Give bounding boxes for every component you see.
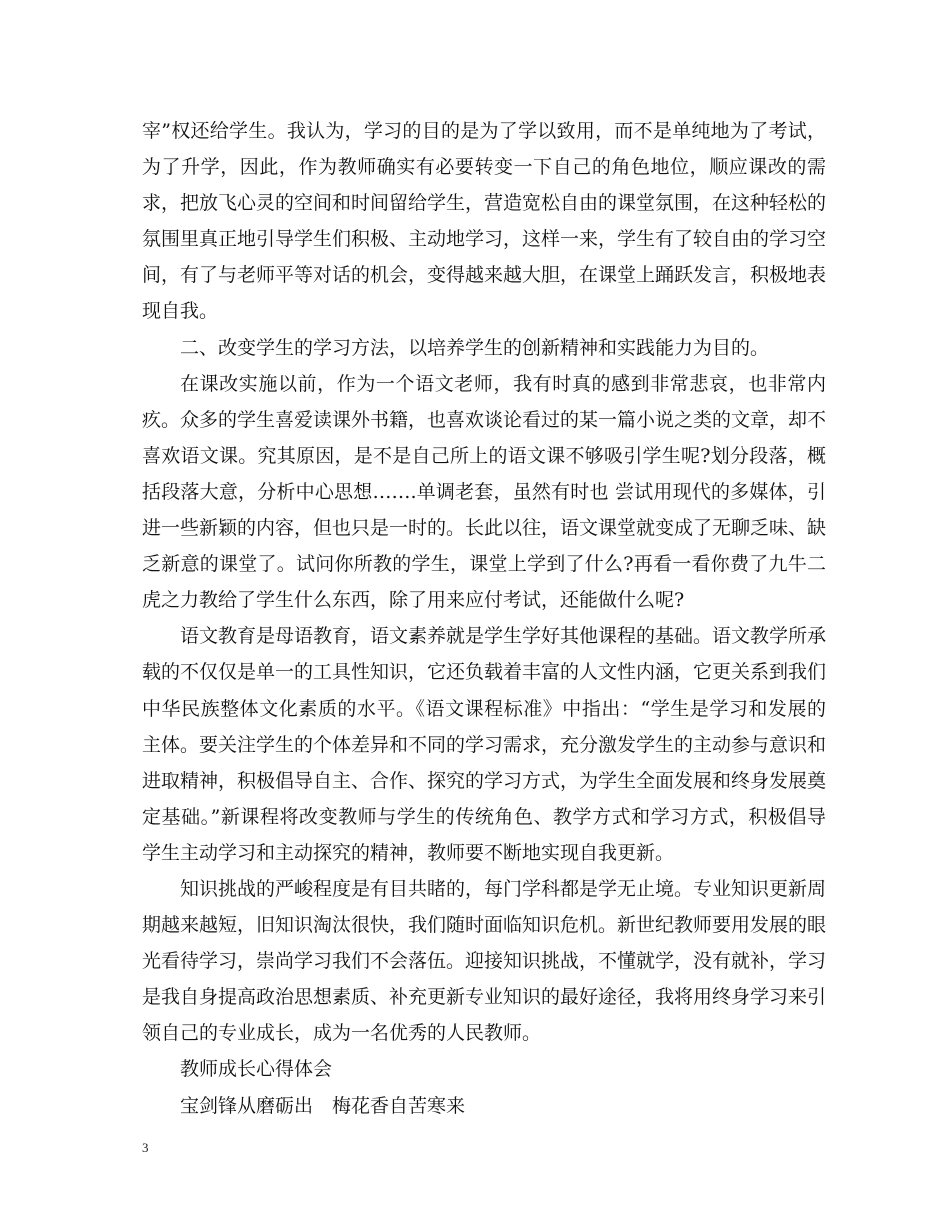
page-number: 3 bbox=[142, 1140, 149, 1155]
article-title: 教师成长心得体会 bbox=[180, 1058, 333, 1081]
article-subtitle: 宝剑锋从磨砺出 梅花香自苦寒来 bbox=[180, 1094, 466, 1117]
body-text bbox=[142, 113, 826, 1124]
paragraph-continuation: 宰”权还给学生。我认为，学习的目的是为了学以致用，而不是单纯地为了考试，为了升学，因此，作为教师确实有必要转变一下自己的角色地位，顺应课改的需求，把放飞心灵的空间和时间留给学生，营造宽松自由的课堂氛围，在这种轻松的氛围里真正地引导学生们积极、主动地学习，这样一来，学生有了较自由的学习空间，有了与老师平等对话的机会，变得越来越大胆，在课堂上踊跃发言，积极地表现自我。 bbox=[142, 120, 827, 323]
paragraph: 在课改实施以前，作为一个语文老师，我有时真的感到非常悲哀，也非常内疚。众多的学生喜爱读课外书籍，也喜欢谈论看过的某一篇小说之类的文章，却不喜欢语文课。究其原因，是不是自己所上的语文课不够吸引学生呢?划分段落，概括段落大意，分析中心思想…….单调老套，虽然有时也 尝试用现代的多媒体，引进一些新颖的内容，但也只是一时的。长此以往，语文课堂就变成了无聊乏味、缺乏新意的课堂了。试问你所教的学生，课堂上学到了什么?再看一看你费了九牛二虎之力教给了学生什么东西，除了用来应付考试，还能做什么呢? bbox=[142, 372, 827, 612]
paragraph-section-heading: 二、改变学生的学习方法，以培养学生的创新精神和实践能力为目的。 bbox=[180, 336, 770, 359]
paragraph: 知识挑战的严峻程度是有目共睹的，每门学科都是学无止境。专业知识更新周期越来越短，旧知识淘汰很快，我们随时面临知识危机。新世纪教师要用发展的眼光看待学习，崇尚学习我们不会落伍。迎接知识挑战，不懂就学，没有就补，学习是我自身提高政治思想素质、补充更新专业知识的最好途径，我将用终身学习来引领自己的专业成长，成为一名优秀的人民教师。 bbox=[142, 877, 827, 1045]
paragraph: 语文教育是母语教育，语文素养就是学生学好其他课程的基础。语文教学所承载的不仅仅是单一的工具性知识，它还负载着丰富的人文性内涵，它更关系到我们中华民族整体文化素质的水平。《语文课程标准》中指出：“学生是学习和发展的主体。要关注学生的个体差异和不同的学习需求，充分激发学生的主动参与意识和进取精神，积极倡导自主、合作、探究的学习方式，为学生全面发展和终身发展奠定基础。”新课程将改变教师与学生的传统角色、教学方式和学习方式，积极倡导学生主动学习和主动探究的精神，教师要不断地实现自我更新。 bbox=[142, 625, 827, 864]
